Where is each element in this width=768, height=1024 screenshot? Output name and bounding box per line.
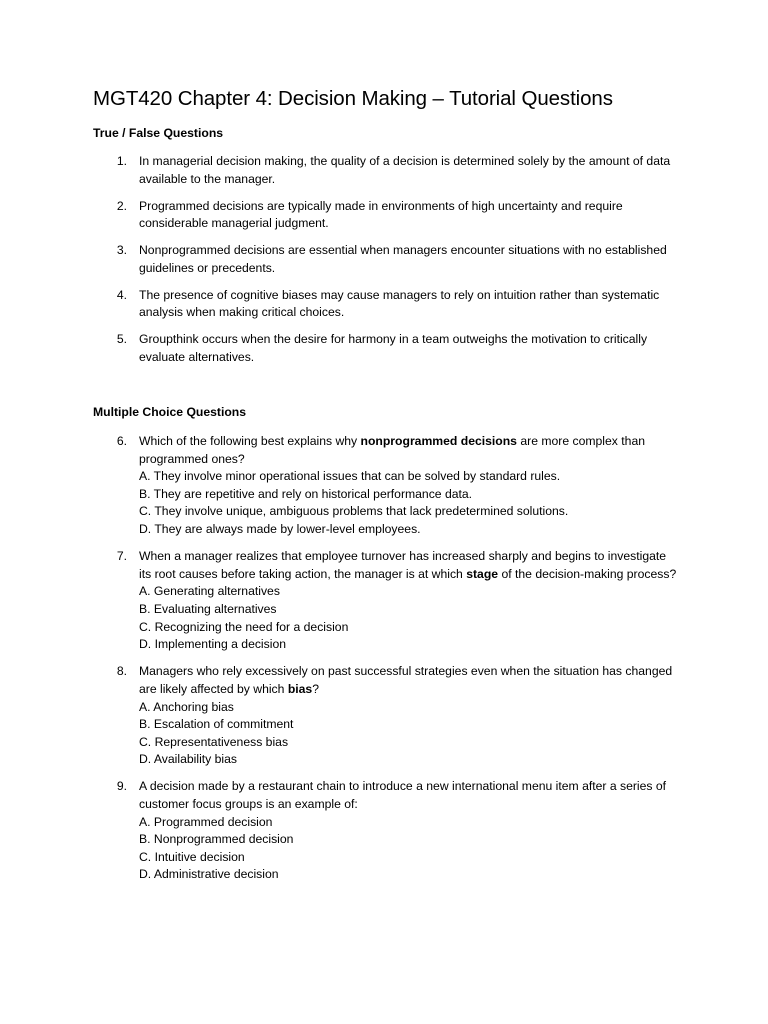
- question-number: 9.: [116, 779, 127, 794]
- question-emphasis: stage: [466, 566, 499, 581]
- question-item-5: [0, 331, 768, 366]
- answer-option: A. Generating alternatives: [139, 584, 280, 599]
- answer-option: D. Administrative decision: [139, 867, 279, 882]
- answer-option: D. Availability bias: [139, 752, 237, 767]
- answer-option: B. Evaluating alternatives: [139, 601, 277, 616]
- question-text: The presence of cognitive biases may cause managers to rely on intuition rather than systematic analysis when making critical choices.: [139, 287, 660, 320]
- answer-option: C. Representativeness bias: [139, 734, 289, 749]
- question-item-2: [0, 198, 768, 233]
- question-number: 4.: [116, 287, 127, 302]
- question-text: Nonprogrammed decisions are essential when managers encounter situations with no established guidelines or precedents.: [139, 243, 667, 275]
- answer-option: B. They are repetitive and rely on historical performance data.: [139, 486, 473, 501]
- answer-option: D. Implementing a decision: [139, 637, 286, 652]
- answer-option: C. Intuitive decision: [139, 849, 245, 864]
- question-number: 7.: [116, 549, 127, 564]
- answer-option: A. They involve minor operational issues that can be solved by standard rules.: [139, 469, 561, 484]
- answer-option: B. Nonprogrammed decision: [139, 832, 294, 847]
- answer-option: D. They are always made by lower-level employees.: [139, 521, 421, 536]
- question-number: 6.: [116, 434, 127, 448]
- answer-option: A. Anchoring bias: [139, 699, 234, 714]
- true-false-heading: True / False Questions: [93, 126, 224, 140]
- question-item-1: [0, 153, 768, 188]
- question-item-6: [0, 433, 768, 539]
- question-item-9: [0, 778, 768, 884]
- question-item-7: [0, 548, 768, 654]
- question-text: Managers who rely excessively on past successful strategies even when the situation has changed are likely affected by which bias?: [139, 664, 673, 696]
- question-number: 2.: [116, 198, 127, 213]
- question-text: Which of the following best explains why nonprogrammed decisions are more complex than programmed ones?: [139, 434, 645, 466]
- question-item-4: [0, 287, 768, 322]
- question-number: 8.: [116, 664, 127, 679]
- question-item-8: [0, 663, 768, 769]
- answer-option: B. Escalation of commitment: [139, 717, 294, 732]
- question-text: A decision made by a restaurant chain to introduce a new international menu item after a series of customer focus groups is an example of:: [139, 779, 667, 812]
- question-emphasis: nonprogrammed decisions: [360, 434, 517, 448]
- multiple-choice-heading: Multiple Choice Questions: [93, 405, 247, 419]
- answer-option: C. Recognizing the need for a decision: [139, 619, 349, 634]
- question-number: 5.: [116, 332, 127, 347]
- multiple-choice-list: [0, 433, 768, 894]
- question-number: 3.: [116, 243, 127, 258]
- answer-option: C. They involve unique, ambiguous problems that lack predetermined solutions.: [139, 504, 569, 519]
- question-text: Groupthink occurs when the desire for harmony in a team outweighs the motivation to critically evaluate alternatives.: [139, 332, 648, 364]
- page-title: MGT420 Chapter 4: Decision Making – Tutorial Questions: [93, 87, 613, 110]
- question-text: In managerial decision making, the quality of a decision is determined solely by the amount of data available to the manager.: [139, 154, 671, 186]
- question-number: 1.: [116, 154, 127, 168]
- question-item-3: [0, 242, 768, 277]
- question-emphasis: bias: [287, 681, 313, 696]
- answer-option: A. Programmed decision: [139, 814, 273, 829]
- true-false-list: [0, 153, 768, 376]
- question-text: Programmed decisions are typically made in environments of high uncertainty and require considerable managerial judgment.: [139, 198, 623, 231]
- question-text: When a manager realizes that employee turnover has increased sharply and begins to investigate its root causes before taking action, the manager is at which stage of the decision-making process?: [139, 549, 677, 581]
